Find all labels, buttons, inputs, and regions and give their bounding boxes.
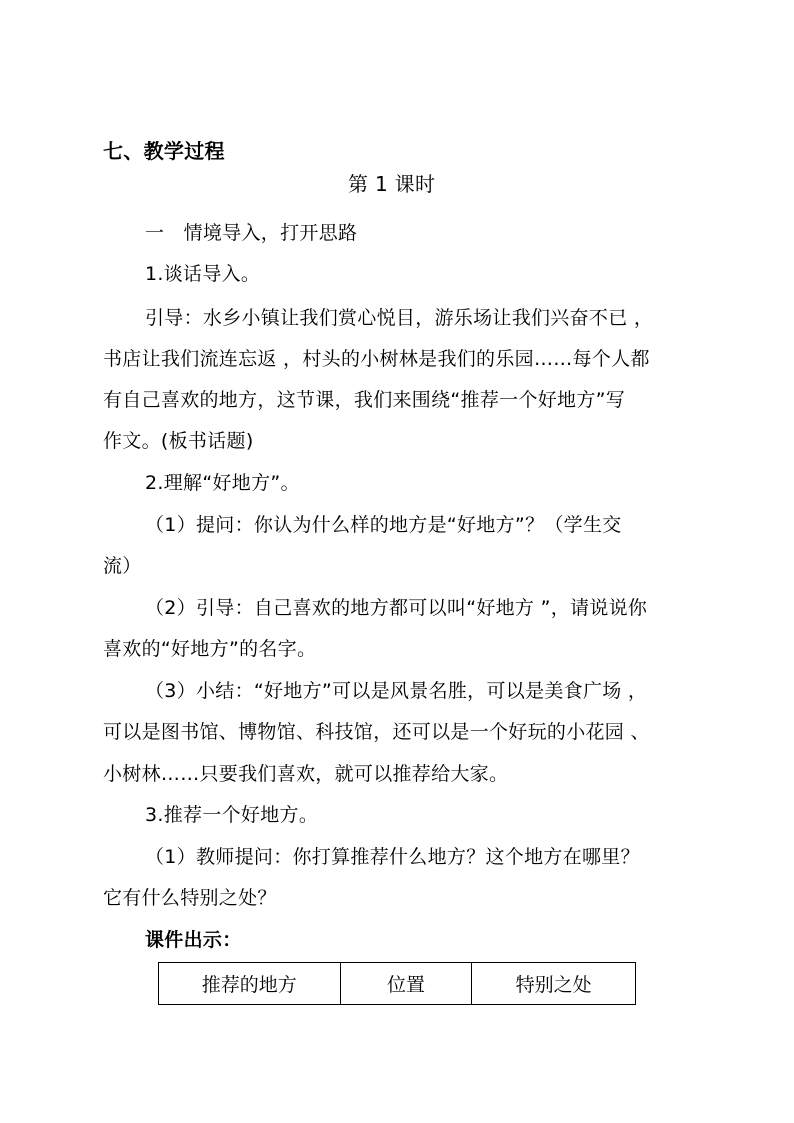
lesson-title: 第 1 课时: [348, 172, 436, 196]
item1-guide-line-4: 作文。(板书话题): [103, 430, 254, 452]
item2-q2-line-1: （2）引导：自己喜欢的地方都可以叫“好地方 ”，请说说你: [145, 597, 648, 619]
item1-guide-line-1: 引导：水乡小镇让我们赏心悦目，游乐场让我们兴奋不已 ，: [145, 307, 654, 329]
courseware-label: 课件出示：: [145, 929, 242, 951]
item1-guide-line-3: 有自己喜欢的地方，这节课，我们来围绕“推荐一个好地方”写: [103, 389, 626, 411]
item3-q1-line-1: （1）教师提问：你打算推荐什么地方？这个地方在哪里？: [145, 846, 640, 868]
item1-title: 1.谈话导入。: [145, 263, 261, 285]
section-heading: 七、教学过程: [103, 139, 225, 163]
item2-q1-line-2: 流）: [103, 555, 142, 577]
item1-guide-line-2: 书店让我们流连忘返 ，村头的小树林是我们的乐园……每个人都: [103, 348, 650, 370]
item2-q1-line-1: （1）提问：你认为什么样的地方是“好地方”？（学生交: [145, 514, 622, 536]
item3-q1-line-2: 它有什么特别之处？: [103, 887, 277, 909]
item2-q3-line-2: 可以是图书馆、博物馆、科技馆，还可以是一个好玩的小花园 、: [103, 721, 650, 743]
table-row: [159, 963, 636, 1005]
table-header-cell: 特别之处: [472, 963, 636, 1005]
courseware-table: [158, 962, 636, 1005]
item2-q2-line-2: 喜欢的“好地方”的名字。: [103, 638, 317, 660]
item3-title: 3.推荐一个好地方。: [145, 804, 319, 826]
table-header-cell: 推荐的地方: [159, 963, 341, 1005]
courseware-table-wrap: [158, 962, 636, 1005]
table-header-cell: 位置: [340, 963, 472, 1005]
item2-title: 2.理解“好地方”。: [145, 472, 300, 494]
item2-q3-line-1: （3）小结：“好地方”可以是风景名胜，可以是美食广场 ，: [145, 680, 648, 702]
part-one-heading: 一 情境导入，打开思路: [145, 222, 358, 244]
item2-q3-line-3: 小树林……只要我们喜欢，就可以推荐给大家。: [103, 763, 509, 785]
